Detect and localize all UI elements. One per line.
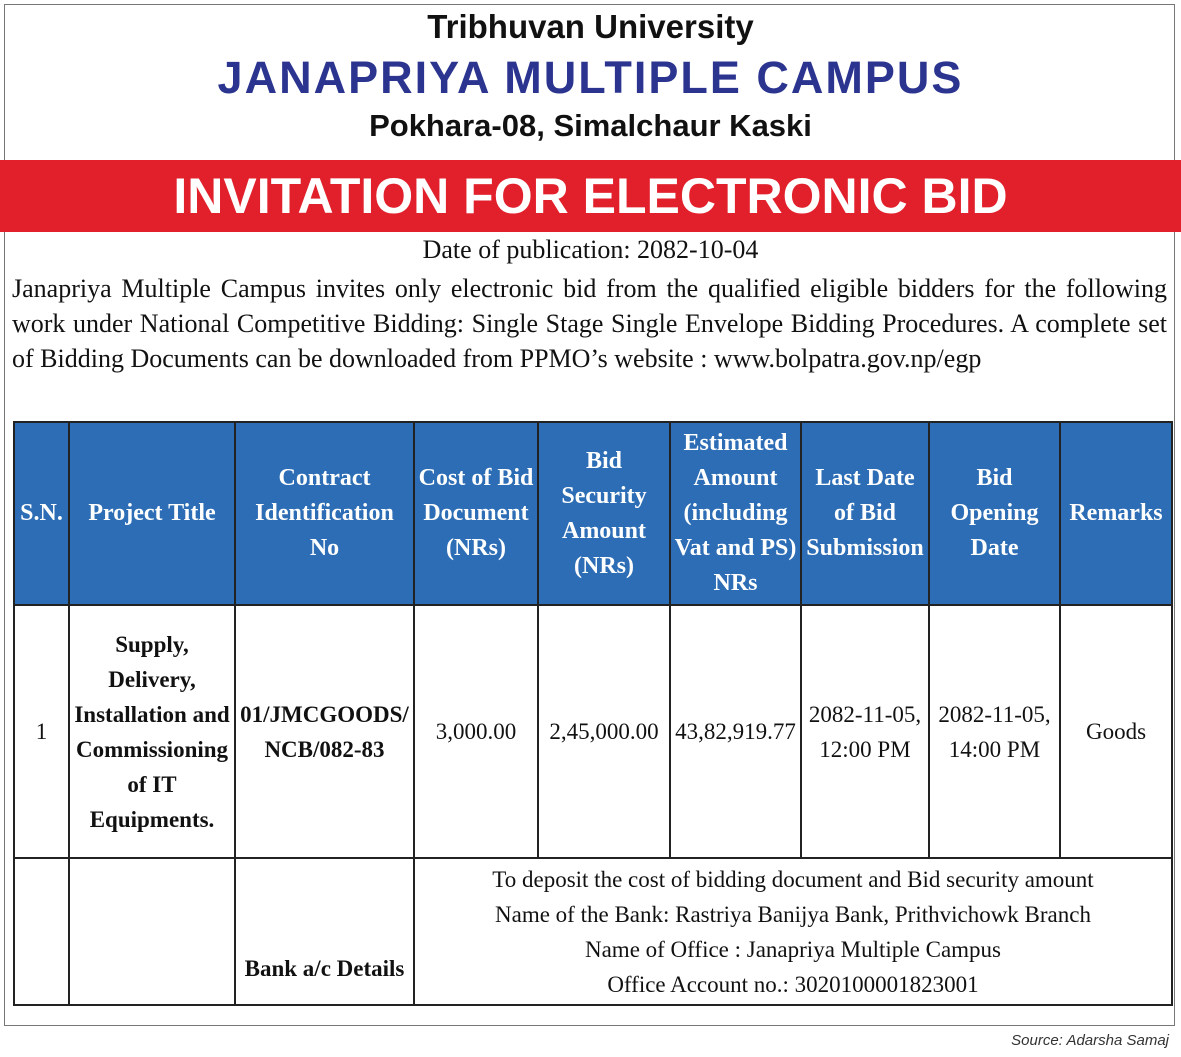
column-header-estimated-amount: Estimated Amount (including Vat and PS) NRs — [670, 422, 801, 605]
column-header-remarks: Remarks — [1060, 422, 1172, 605]
cell-empty-title — [69, 858, 235, 1005]
column-header-cost-of-bid-document: Cost of Bid Document (NRs) — [414, 422, 538, 605]
bank-details-label: Bank a/c Details — [235, 858, 414, 1005]
publication-date: Date of publication: 2082-10-04 — [422, 235, 759, 264]
column-header-bid-security: Bid Security Amount (NRs) — [538, 422, 670, 605]
bank-line-account-no: Office Account no.: 3020100001823001 — [607, 971, 979, 997]
column-header-last-date: Last Date of Bid Submission — [801, 422, 929, 605]
column-header-contract-id: Contract Identification No — [235, 422, 414, 605]
cell-remarks: Goods — [1060, 605, 1172, 858]
bank-details-row — [14, 858, 1172, 1005]
cell-sn: 1 — [14, 605, 69, 858]
campus-name: JANAPRIYA MULTIPLE CAMPUS — [217, 52, 964, 103]
campus-address: Pokhara-08, Simalchaur Kaski — [369, 108, 812, 143]
cell-last-date: 2082-11-05, 12:00 PM — [801, 605, 929, 858]
bank-line-bank-name: Name of the Bank: Rastriya Banijya Bank, Prithvichowk Branch — [495, 901, 1091, 927]
cell-empty-sn — [14, 858, 69, 1005]
cell-opening-date: 2082-11-05, 14:00 PM — [929, 605, 1060, 858]
cell-project-title: Supply, Delivery, Installation and Commissioning of IT Equipments. — [69, 605, 235, 858]
column-header-opening-date: Bid Opening Date — [929, 422, 1060, 605]
cell-cost-of-bid-document: 3,000.00 — [414, 605, 538, 858]
table-row — [14, 605, 1172, 858]
intro-paragraph: Janapriya Multiple Campus invites only electronic bid from the qualified eligible bidders for the following work under National Competitive Bidding: Single Stage Single Envelope Bidding Procedures. A complete set of Bidding Documents can be downloaded from PPMO’s website : www.bolpatra.gov.np/egp — [12, 274, 1167, 373]
table-header-row — [14, 422, 1172, 605]
bid-table — [13, 421, 1173, 1006]
bank-line-deposit: To deposit the cost of bidding document and Bid security amount — [492, 866, 1094, 892]
cell-bid-security: 2,45,000.00 — [538, 605, 670, 858]
university-name: Tribhuvan University — [427, 8, 754, 45]
column-header-project-title: Project Title — [69, 422, 235, 605]
bank-line-office-name: Name of Office : Janapriya Multiple Campus — [584, 936, 1002, 962]
notice-banner: INVITATION FOR ELECTRONIC BID — [0, 160, 1181, 232]
cell-contract-id: 01/JMCGOODS/ NCB/082-83 — [235, 605, 414, 858]
column-header-sn: S.N. — [14, 422, 69, 605]
cell-estimated-amount: 43,82,919.77 — [670, 605, 801, 858]
source-credit: Source: Adarsha Samaj — [1011, 1032, 1169, 1049]
bank-details-info — [414, 858, 1172, 1005]
